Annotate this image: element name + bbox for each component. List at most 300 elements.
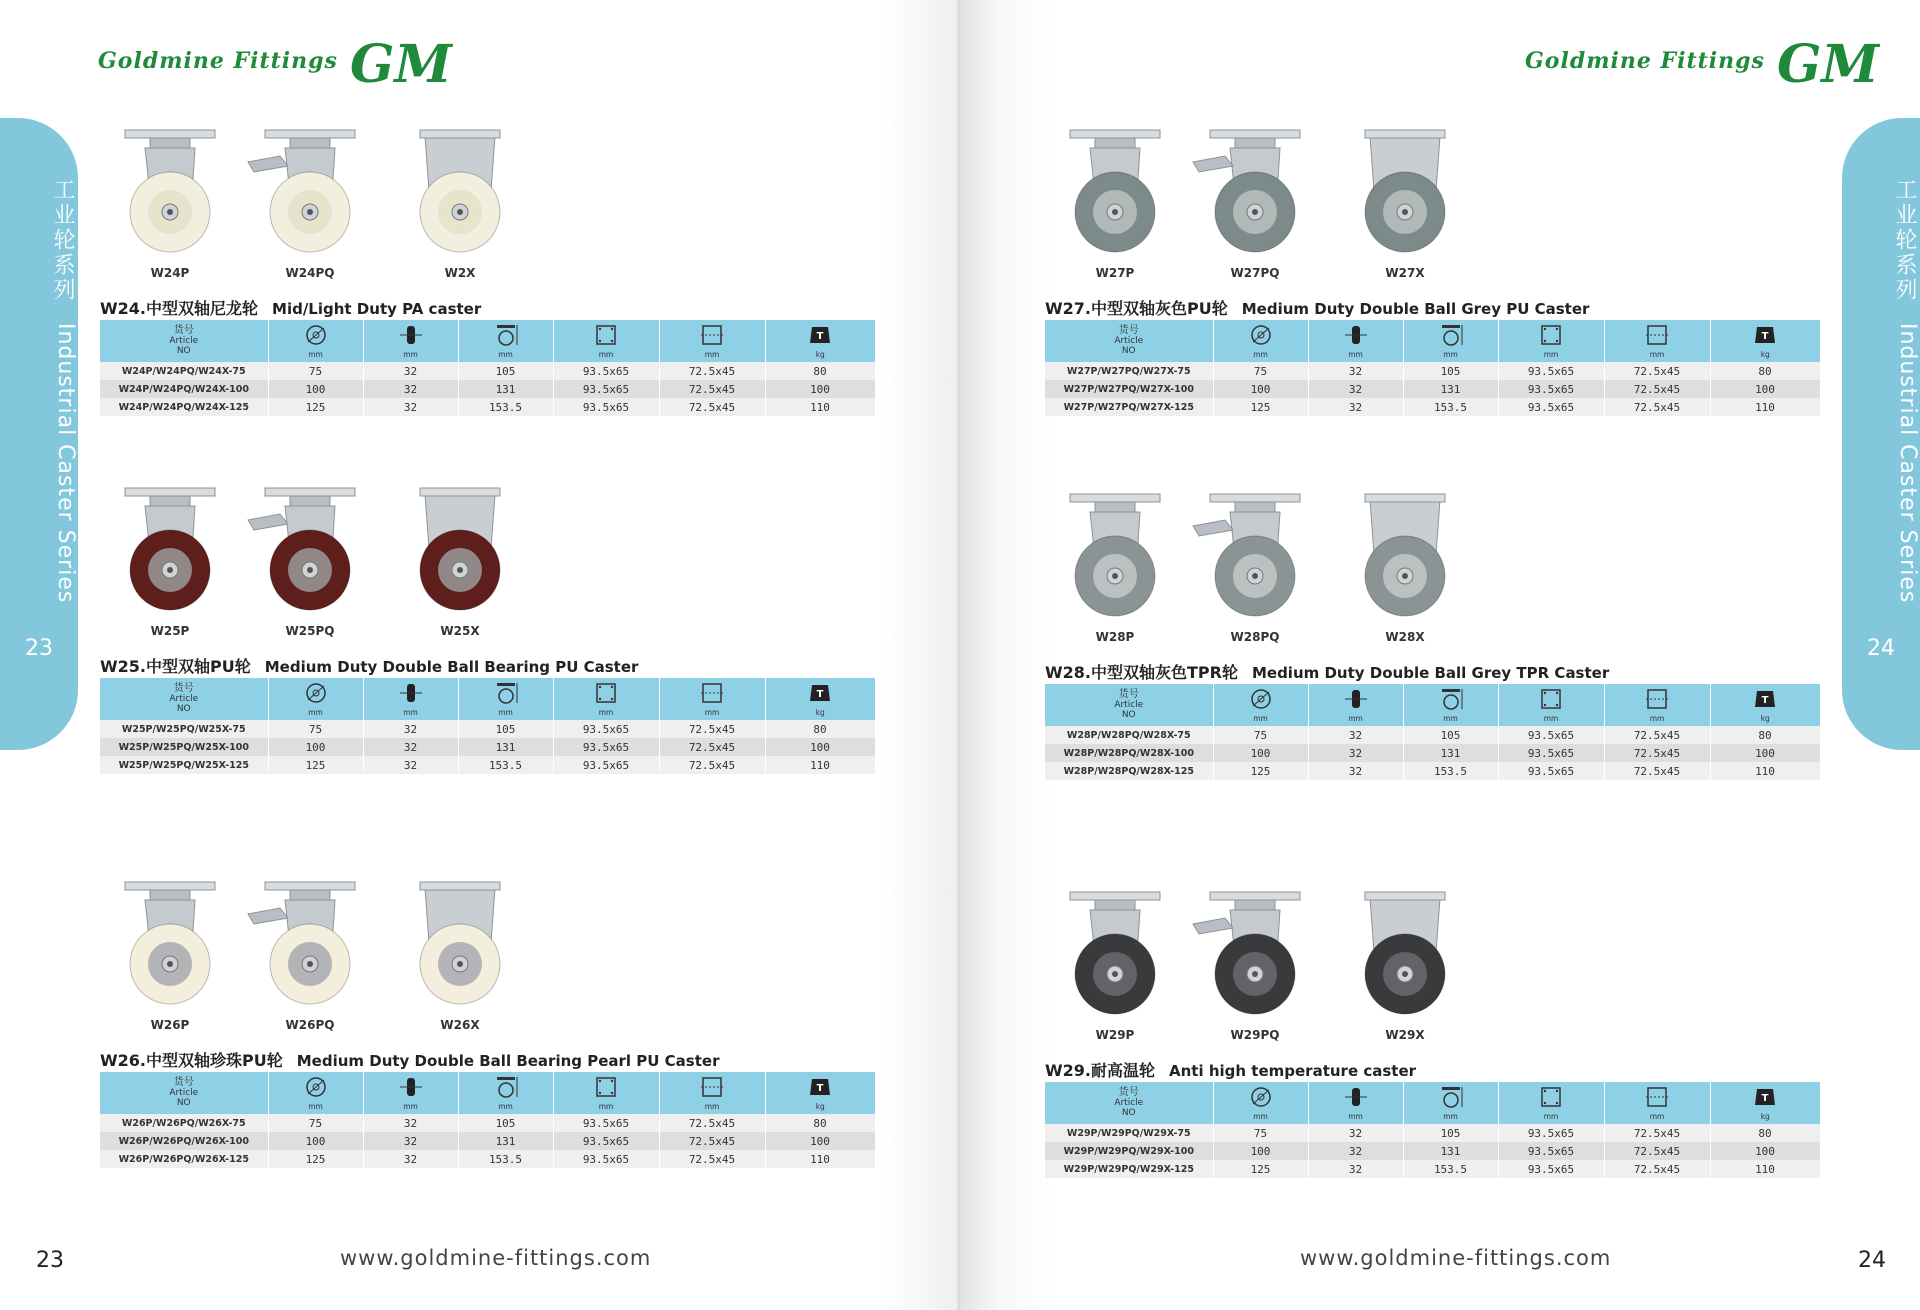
table-cell: 32: [363, 380, 458, 398]
plate-size-header: [1498, 1082, 1604, 1124]
table-row: [1045, 726, 1820, 744]
section-title-en: Anti high temperature caster: [1169, 1062, 1417, 1080]
article-header: [100, 678, 268, 720]
bolt-hole-header: [659, 320, 765, 362]
caster-photo-rigid: [1335, 488, 1475, 644]
table-cell: 93.5x65: [1498, 1124, 1604, 1142]
table-row: [100, 1114, 875, 1132]
table-cell: W26P/W26PQ/W26X-125: [100, 1150, 268, 1168]
caster-photo-swivel: [100, 124, 240, 280]
table-cell: W29P/W29PQ/W29X-75: [1045, 1124, 1213, 1142]
section-heading: [100, 1048, 719, 1071]
table-cell: 32: [363, 1114, 458, 1132]
caster-photo-swivel: [100, 482, 240, 638]
wheel-diameter-header: [268, 678, 363, 720]
table-cell: 110: [1710, 762, 1820, 780]
overall-height-icon: [1437, 323, 1465, 351]
spec-table: [1045, 684, 1821, 780]
table-cell: 93.5x65: [553, 756, 659, 774]
table-cell: 110: [765, 1150, 875, 1168]
table-cell: 93.5x65: [553, 362, 659, 380]
wheel-diameter-header: [1213, 320, 1308, 362]
svg-text:T: T: [816, 689, 824, 700]
table-cell: 105: [458, 1114, 553, 1132]
table-cell: 100: [765, 1132, 875, 1150]
section-code: W26.: [100, 1051, 146, 1070]
unit-label: mm: [1443, 350, 1458, 359]
section-title-cn: 中型双轴尼龙轮: [146, 299, 259, 318]
table-cell: 105: [1403, 726, 1498, 744]
table-cell: 72.5x45: [659, 362, 765, 380]
table-row: [100, 738, 875, 756]
product-photos: [100, 876, 660, 1046]
model-label: W27P: [1095, 266, 1135, 280]
brand-name: Goldmine Fittings: [98, 48, 338, 74]
table-cell: 100: [765, 380, 875, 398]
overall-height-icon: [492, 323, 520, 351]
svg-text:T: T: [1761, 331, 1769, 342]
spec-table: [100, 1072, 876, 1168]
unit-label: mm: [498, 708, 513, 717]
table-cell: W26P/W26PQ/W26X-75: [100, 1114, 268, 1132]
plate-size-icon: [592, 681, 620, 709]
unit-label: mm: [308, 1102, 323, 1111]
table-cell: 72.5x45: [1604, 744, 1710, 762]
table-cell: W25P/W25PQ/W25X-100: [100, 738, 268, 756]
sidebar-title-en: Industrial Caster Series: [53, 323, 78, 604]
caster-photo-brake: [240, 482, 380, 638]
table-cell: 93.5x65: [553, 1150, 659, 1168]
table-cell: 93.5x65: [553, 738, 659, 756]
section-title-en: Medium Duty Double Ball Bearing PU Caster: [264, 658, 639, 676]
plate-size-icon: [592, 1075, 620, 1103]
table-cell: 93.5x65: [1498, 1160, 1604, 1178]
table-cell: W24P/W24PQ/W24X-125: [100, 398, 268, 416]
unit-label: kg: [1760, 714, 1770, 723]
table-cell: 100: [1213, 744, 1308, 762]
wheel-width-header: [1308, 320, 1403, 362]
table-cell: 105: [458, 720, 553, 738]
table-cell: W25P/W25PQ/W25X-125: [100, 756, 268, 774]
bolt-hole-icon: [1643, 323, 1671, 351]
table-cell: 32: [1308, 726, 1403, 744]
wheel-diameter-icon: [1247, 687, 1275, 715]
table-cell: 105: [1403, 1124, 1498, 1142]
table-cell: W28P/W28PQ/W28X-75: [1045, 726, 1213, 744]
model-label: W27PQ: [1230, 266, 1280, 280]
wheel-diameter-icon: [1247, 323, 1275, 351]
table-cell: 75: [268, 1114, 363, 1132]
unit-label: mm: [704, 350, 720, 359]
model-label: W25PQ: [285, 624, 335, 638]
load-capacity-icon: [1751, 1085, 1779, 1113]
plate-size-icon: [592, 323, 620, 351]
unit-label: mm: [1543, 350, 1559, 359]
bolt-hole-header: [659, 678, 765, 720]
article-label-no: NO: [176, 1098, 191, 1108]
plate-size-header: [1498, 684, 1604, 726]
article-label-cn: 货号: [1118, 325, 1139, 336]
article-label-no: NO: [176, 346, 191, 356]
brand-header: [1525, 28, 1879, 95]
table-cell: 32: [363, 1132, 458, 1150]
table-cell: 80: [1710, 362, 1820, 380]
unit-label: mm: [1348, 714, 1363, 723]
table-cell: W27P/W27PQ/W27X-75: [1045, 362, 1213, 380]
table-cell: 93.5x65: [553, 720, 659, 738]
table-cell: 72.5x45: [659, 738, 765, 756]
wheel-width-icon: [1342, 1085, 1370, 1113]
gm-logo-icon: [348, 28, 452, 95]
section-title-en: Medium Duty Double Ball Grey PU Caster: [1241, 300, 1590, 318]
wheel-diameter-icon: [302, 1075, 330, 1103]
wheel-diameter-header: [1213, 684, 1308, 726]
table-cell: 125: [1213, 398, 1308, 416]
model-label: W28X: [1385, 630, 1425, 644]
table-cell: W27P/W27PQ/W27X-125: [1045, 398, 1213, 416]
spec-header-row: [1045, 1082, 1820, 1124]
table-cell: 72.5x45: [1604, 1160, 1710, 1178]
overall-height-header: [1403, 684, 1498, 726]
unit-label: mm: [1649, 350, 1665, 359]
model-label: W27X: [1385, 266, 1425, 280]
article-label-en: Article: [1114, 1098, 1144, 1108]
table-cell: 125: [268, 1150, 363, 1168]
wheel-diameter-icon: [302, 323, 330, 351]
spec-header-row: [100, 678, 875, 720]
table-cell: 72.5x45: [659, 756, 765, 774]
spec-header-row: [1045, 320, 1820, 362]
product-photos: [1045, 124, 1605, 294]
model-label: W26P: [150, 1018, 190, 1032]
table-row: [1045, 380, 1820, 398]
table-cell: 93.5x65: [553, 380, 659, 398]
caster-photo-swivel: [1045, 488, 1185, 644]
unit-label: kg: [815, 708, 825, 717]
load-capacity-icon: [806, 323, 834, 351]
gm-logo-icon: [1775, 28, 1879, 95]
section-heading: [1045, 660, 1609, 683]
table-cell: W25P/W25PQ/W25X-75: [100, 720, 268, 738]
table-cell: W27P/W27PQ/W27X-100: [1045, 380, 1213, 398]
section-heading: [1045, 296, 1589, 319]
unit-label: mm: [403, 350, 418, 359]
sidebar-page-number: 24: [1867, 636, 1895, 661]
page-number: 24: [1858, 1248, 1886, 1273]
wheel-width-icon: [1342, 687, 1370, 715]
table-cell: 80: [1710, 1124, 1820, 1142]
plate-size-header: [553, 320, 659, 362]
sidebar-title-cn: 工业轮系列: [50, 178, 75, 303]
caster-photo-brake: [1185, 886, 1325, 1042]
wheel-width-header: [363, 1072, 458, 1114]
article-label-cn: 货号: [173, 1077, 194, 1088]
unit-label: mm: [498, 1102, 513, 1111]
section-title-cn: 中型双轴PU轮: [146, 657, 251, 676]
unit-label: kg: [815, 350, 825, 359]
table-cell: 72.5x45: [659, 380, 765, 398]
table-cell: 131: [1403, 744, 1498, 762]
article-label-en: Article: [1114, 700, 1144, 710]
table-cell: 100: [765, 738, 875, 756]
table-cell: W29P/W29PQ/W29X-100: [1045, 1142, 1213, 1160]
caster-photo-swivel: [1045, 124, 1185, 280]
caster-photo-brake: [1185, 488, 1325, 644]
table-cell: 72.5x45: [1604, 362, 1710, 380]
table-cell: 32: [363, 720, 458, 738]
table-cell: 32: [363, 1150, 458, 1168]
sidebar-page-number: 23: [25, 636, 53, 661]
table-cell: W26P/W26PQ/W26X-100: [100, 1132, 268, 1150]
article-label-en: Article: [169, 336, 199, 346]
load-capacity-header: [1710, 320, 1820, 362]
table-row: [100, 720, 875, 738]
table-row: [1045, 1142, 1820, 1160]
section-code: W25.: [100, 657, 146, 676]
article-label-no: NO: [1121, 710, 1136, 720]
bolt-hole-header: [659, 1072, 765, 1114]
table-cell: 72.5x45: [1604, 726, 1710, 744]
spec-header-row: [1045, 684, 1820, 726]
table-cell: 80: [765, 1114, 875, 1132]
table-cell: W29P/W29PQ/W29X-125: [1045, 1160, 1213, 1178]
table-cell: W28P/W28PQ/W28X-100: [1045, 744, 1213, 762]
table-cell: 72.5x45: [659, 398, 765, 416]
plate-size-header: [553, 1072, 659, 1114]
table-cell: 125: [268, 756, 363, 774]
unit-label: kg: [815, 1102, 825, 1111]
table-cell: 153.5: [458, 1150, 553, 1168]
article-header: [100, 1072, 268, 1114]
overall-height-icon: [492, 681, 520, 709]
table-cell: 32: [1308, 1124, 1403, 1142]
model-label: W28PQ: [1230, 630, 1280, 644]
table-cell: 72.5x45: [659, 1132, 765, 1150]
table-cell: 72.5x45: [1604, 762, 1710, 780]
article-label-en: Article: [169, 694, 199, 704]
unit-label: mm: [704, 708, 720, 717]
bolt-hole-header: [1604, 684, 1710, 726]
unit-label: mm: [403, 708, 418, 717]
table-cell: 93.5x65: [553, 1132, 659, 1150]
article-header: [1045, 320, 1213, 362]
model-label: W29PQ: [1230, 1028, 1280, 1042]
table-cell: 153.5: [458, 756, 553, 774]
caster-photo-brake: [1185, 124, 1325, 280]
load-capacity-icon: [1751, 323, 1779, 351]
table-cell: 131: [1403, 1142, 1498, 1160]
bolt-hole-icon: [698, 1075, 726, 1103]
table-cell: 93.5x65: [1498, 362, 1604, 380]
model-label: W29X: [1385, 1028, 1425, 1042]
section-title-cn: 中型双轴灰色PU轮: [1091, 299, 1228, 318]
model-label: W29P: [1095, 1028, 1135, 1042]
product-photos: [100, 482, 660, 652]
table-row: [1045, 398, 1820, 416]
bolt-hole-icon: [698, 681, 726, 709]
gm-logo-text: GM: [1776, 34, 1879, 95]
table-cell: 153.5: [1403, 1160, 1498, 1178]
table-row: [1045, 762, 1820, 780]
svg-text:T: T: [1761, 1093, 1769, 1104]
table-cell: 72.5x45: [659, 1150, 765, 1168]
wheel-width-icon: [1342, 323, 1370, 351]
unit-label: mm: [308, 350, 323, 359]
table-cell: 72.5x45: [659, 720, 765, 738]
plate-size-icon: [1537, 687, 1565, 715]
table-row: [100, 398, 875, 416]
table-cell: W24P/W24PQ/W24X-100: [100, 380, 268, 398]
wheel-width-header: [363, 320, 458, 362]
wheel-diameter-header: [268, 320, 363, 362]
article-label-en: Article: [1114, 336, 1144, 346]
wheel-diameter-icon: [1247, 1085, 1275, 1113]
svg-text:T: T: [1761, 695, 1769, 706]
unit-label: mm: [1253, 714, 1268, 723]
table-row: [100, 380, 875, 398]
sidebar-tab: [1842, 118, 1920, 750]
table-cell: 131: [458, 380, 553, 398]
article-label-no: NO: [176, 704, 191, 714]
wheel-width-header: [363, 678, 458, 720]
wheel-diameter-header: [1213, 1082, 1308, 1124]
unit-label: mm: [1443, 1112, 1458, 1121]
load-capacity-header: [1710, 1082, 1820, 1124]
table-cell: 75: [1213, 362, 1308, 380]
table-row: [100, 1150, 875, 1168]
bolt-hole-icon: [1643, 1085, 1671, 1113]
bolt-hole-header: [1604, 1082, 1710, 1124]
gm-logo-text: GM: [349, 34, 452, 95]
section-code: W29.: [1045, 1061, 1091, 1080]
wheel-diameter-icon: [302, 681, 330, 709]
table-row: [100, 756, 875, 774]
table-cell: 75: [1213, 1124, 1308, 1142]
wheel-diameter-header: [268, 1072, 363, 1114]
product-photos: [100, 124, 660, 294]
table-cell: 32: [1308, 1142, 1403, 1160]
load-capacity-icon: [1751, 687, 1779, 715]
table-cell: 75: [268, 362, 363, 380]
spec-table: [1045, 320, 1821, 416]
table-cell: 93.5x65: [1498, 398, 1604, 416]
table-cell: 72.5x45: [1604, 398, 1710, 416]
overall-height-icon: [1437, 687, 1465, 715]
plate-size-header: [1498, 320, 1604, 362]
spec-table: [1045, 1082, 1821, 1178]
overall-height-icon: [492, 1075, 520, 1103]
unit-label: mm: [1253, 1112, 1268, 1121]
article-label-cn: 货号: [173, 325, 194, 336]
table-cell: 72.5x45: [1604, 380, 1710, 398]
bolt-hole-icon: [1643, 687, 1671, 715]
table-cell: 80: [1710, 726, 1820, 744]
table-cell: 32: [1308, 762, 1403, 780]
section-heading: [100, 296, 481, 319]
table-cell: 110: [1710, 1160, 1820, 1178]
product-photos: [1045, 488, 1605, 658]
table-cell: 125: [1213, 1160, 1308, 1178]
table-cell: 32: [363, 756, 458, 774]
unit-label: mm: [498, 350, 513, 359]
table-row: [1045, 744, 1820, 762]
table-cell: 93.5x65: [553, 1114, 659, 1132]
plate-size-header: [553, 678, 659, 720]
table-cell: 93.5x65: [1498, 726, 1604, 744]
table-cell: 80: [765, 362, 875, 380]
caster-photo-rigid: [390, 124, 530, 280]
section-title-en: Medium Duty Double Ball Bearing Pearl PU Caster: [296, 1052, 720, 1070]
svg-text:T: T: [816, 1083, 824, 1094]
model-label: W2X: [444, 266, 476, 280]
load-capacity-header: [765, 678, 875, 720]
article-label-no: NO: [1121, 346, 1136, 356]
table-cell: W24P/W24PQ/W24X-75: [100, 362, 268, 380]
unit-label: mm: [598, 1102, 614, 1111]
section-heading: [100, 654, 638, 677]
table-cell: 131: [458, 738, 553, 756]
unit-label: mm: [598, 708, 614, 717]
sidebar-title-cn: 工业轮系列: [1892, 178, 1917, 303]
section-title-cn: 耐高温轮: [1091, 1061, 1156, 1080]
table-cell: 32: [1308, 744, 1403, 762]
wheel-width-icon: [397, 1075, 425, 1103]
model-label: W28P: [1095, 630, 1135, 644]
unit-label: mm: [704, 1102, 720, 1111]
overall-height-header: [458, 1072, 553, 1114]
table-cell: 93.5x65: [1498, 380, 1604, 398]
table-cell: 32: [363, 362, 458, 380]
right-page: [960, 0, 1920, 1310]
overall-height-header: [1403, 1082, 1498, 1124]
model-label: W26PQ: [285, 1018, 335, 1032]
unit-label: mm: [308, 708, 323, 717]
section-code: W27.: [1045, 299, 1091, 318]
table-cell: 93.5x65: [1498, 762, 1604, 780]
table-cell: 110: [765, 756, 875, 774]
unit-label: mm: [1543, 714, 1559, 723]
table-cell: 100: [1213, 380, 1308, 398]
table-cell: 75: [1213, 726, 1308, 744]
unit-label: mm: [598, 350, 614, 359]
spec-header-row: [100, 320, 875, 362]
sidebar-title-en: Industrial Caster Series: [1895, 323, 1920, 604]
table-cell: 125: [1213, 762, 1308, 780]
caster-photo-swivel: [100, 876, 240, 1032]
article-header: [100, 320, 268, 362]
table-cell: 100: [1710, 380, 1820, 398]
page-number: 23: [36, 1248, 64, 1273]
table-cell: 100: [1213, 1142, 1308, 1160]
wheel-width-header: [1308, 1082, 1403, 1124]
table-cell: 72.5x45: [1604, 1142, 1710, 1160]
article-label-cn: 货号: [173, 683, 194, 694]
table-cell: 131: [1403, 380, 1498, 398]
table-cell: W28P/W28PQ/W28X-125: [1045, 762, 1213, 780]
table-row: [1045, 1124, 1820, 1142]
table-cell: 100: [1710, 1142, 1820, 1160]
table-cell: 80: [765, 720, 875, 738]
table-cell: 131: [458, 1132, 553, 1150]
section-code: W28.: [1045, 663, 1091, 682]
table-cell: 32: [1308, 398, 1403, 416]
caster-photo-brake: [240, 124, 380, 280]
plate-size-icon: [1537, 1085, 1565, 1113]
section-title-en: Mid/Light Duty PA caster: [272, 300, 482, 318]
caster-photo-brake: [240, 876, 380, 1032]
bolt-hole-header: [1604, 320, 1710, 362]
table-row: [1045, 1160, 1820, 1178]
